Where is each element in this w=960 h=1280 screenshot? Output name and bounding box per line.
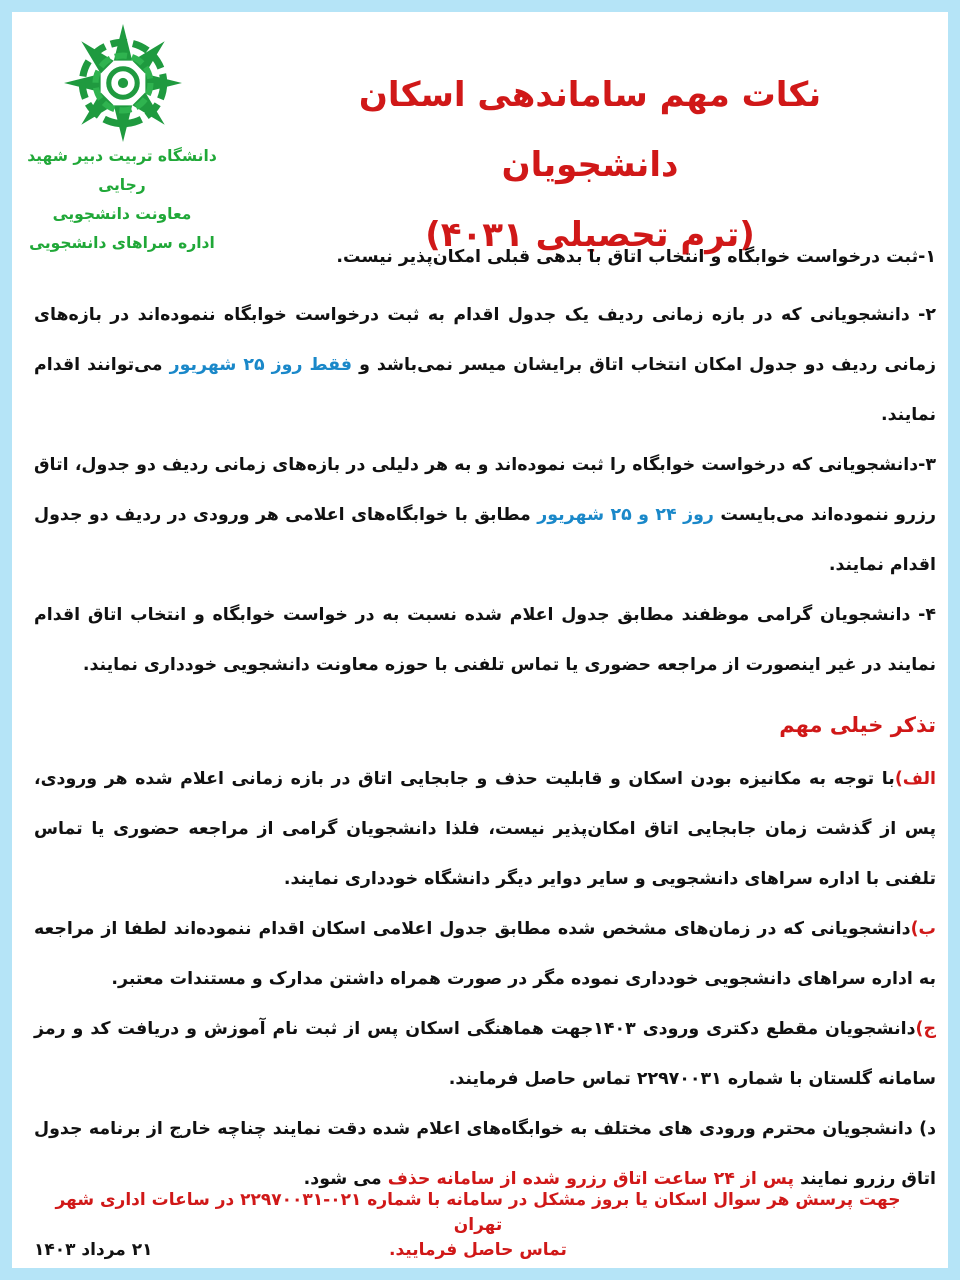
notice-item-4: ۴- دانشجویان گرامی موظفند مطابق جدول اعلام شده نسبت به در خواست خوابگاه و انتخاب اتاق اقدام نمایند در غیر اینصورت از مراجعه حضوری یا تماس تلفنی با حوزه معاونت دانشجویی خودداری نمایند. <box>34 605 936 675</box>
notice-item-2-text-b: می‌توانند اقدام نمایند. <box>34 355 936 425</box>
title-line-2: (ترم تحصیلی ۴۰۳۱) <box>425 215 755 255</box>
org-line-2: معاونت دانشجویی <box>52 205 192 223</box>
notice-item-1: ۱-ثبت درخواست خوابگاه و انتخاب اتاق با بدهی قبلی امکان‌پذیر نیست. <box>336 247 936 267</box>
reminder-d-highlight: پس از ۲۴ ساعت اتاق رزرو شده از سامانه حذف <box>387 1169 795 1189</box>
reminder-b-text: دانشجویانی که در زمان‌های مشخص شده مطابق جدول اعلامی اسکان اقدام ننموده‌اند لطفا از مراجعه به اداره سراهای دانشجویی خودداری نموده مگر در صورت همراه داشتن مدارک و مستندات معتبر. <box>34 919 936 989</box>
footer-line-2: تماس حاصل فرمایید. <box>389 1240 567 1260</box>
reminder-d-text-a: د) دانشجویان محترم ورودی های مختلف به خوابگاه‌های اعلام شده دقت نمایند چناچه خارج از برنامه جدول اتاق رزرو نمایند <box>34 1119 936 1189</box>
org-line-1: دانشگاه تربیت دبیر شهید رجایی <box>27 147 217 194</box>
notice-item-3-text-b: مطابق با خوابگاه‌های اعلامی هر ورودی در ردیف دو جدول اقدام نمایند. <box>34 505 936 575</box>
reminder-c-label: ج) <box>915 1019 936 1039</box>
reminder-b-label: ب) <box>910 919 936 939</box>
notice-item-2 <box>34 290 936 440</box>
reminder-heading: تذکر خیلی مهم <box>779 713 936 737</box>
reminder-a-text: با توجه به مکانیزه بودن اسکان و قابلیت حذف و جابجایی اتاق در بازه زمانی اعلام شده هر ورودی، پس از گذشت زمان جابجایی اتاق امکان‌پذیر نیست، فلذا دانشجویان گرامی از مراجعه حضوری یا تماس تلفنی با اداره سراهای دانشجویی و سایر دوایر دیگر دانشگاه خودداری نمایند. <box>34 769 936 889</box>
reminder-item-a <box>34 754 936 904</box>
title-line-1: نکات مهم ساماندهی اسکان دانشجویان <box>358 75 822 185</box>
notice-item-2-highlight: فقط روز ۲۵ شهریور <box>169 355 353 375</box>
reminder-item-b <box>34 904 936 1004</box>
contact-footer <box>30 1188 926 1263</box>
footer-line-1: جهت پرسش هر سوال اسکان یا بروز مشکل در سامانه با شماره ۰۲۱-۲۲۹۷۰۰۳۱ در ساعات اداری شهر تهران <box>55 1190 901 1235</box>
reminder-item-c <box>34 1004 936 1104</box>
reminder-c-text: دانشجویان مقطع دکتری ورودی ۱۴۰۳جهت هماهنگی اسکان پس از ثبت نام آموزش و دریافت کد و رمز سامانه گلستان با شماره ۲۲۹۷۰۰۳۱ تماس حاصل فرمایند. <box>34 1019 936 1089</box>
notice-content <box>34 232 936 1204</box>
notice-item-3 <box>34 440 936 590</box>
reminder-a-label: الف) <box>894 769 936 789</box>
notice-item-3-highlight: روز ۲۴ و ۲۵ شهریور <box>537 505 714 525</box>
org-line-3: اداره سراهای دانشجویی <box>29 234 215 252</box>
notice-item-2-text-a: ۲- دانشجویانی که در بازه زمانی ردیف یک جدول اقدام به ثبت درخواست خوابگاه ننموده‌اند در بازه‌های زمانی ردیف دو جدول امکان انتخاب اتاق برایشان میسر نمی‌باشد و <box>34 305 936 375</box>
reminder-d-text-b: می شود. <box>303 1169 382 1189</box>
issue-date: ۲۱ مرداد ۱۴۰۳ <box>34 1240 153 1260</box>
notice-item-3-text-a: ۳-دانشجویانی که درخواست خوابگاه را ثبت نموده‌اند و به هر دلیلی در بازه‌های زمانی ردیف دو جدول، اتاق رزرو ننموده‌اند می‌بایست <box>34 455 937 525</box>
university-star-logo-icon <box>62 22 184 144</box>
